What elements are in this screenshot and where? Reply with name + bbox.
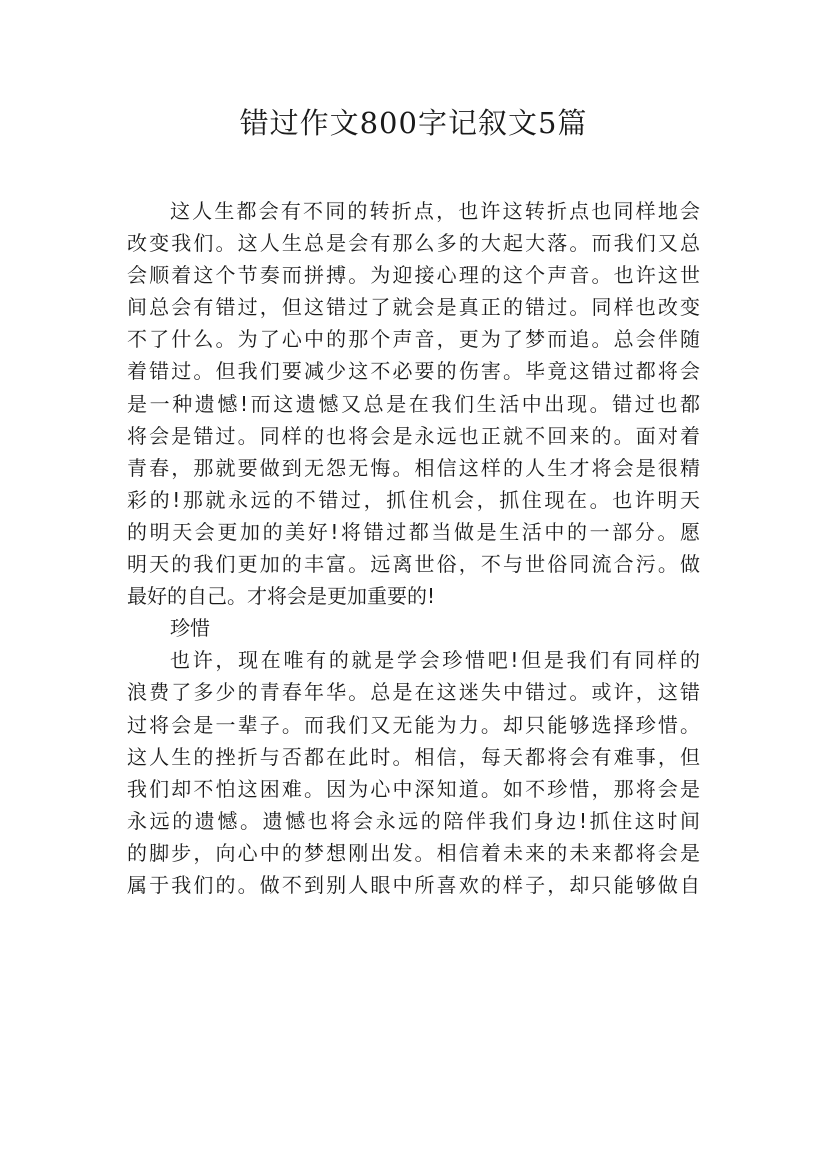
paragraph-line: 明天的我们更加的丰富。远离世俗，不与世俗同流合污。做 xyxy=(127,552,700,577)
paragraph-line: 的明天会更加的美好!将错过都当做是生活中的一部分。愿 xyxy=(127,519,700,544)
paragraph-line: 的脚步，向心中的梦想刚出发。相信着未来的未来都将会是 xyxy=(127,840,700,865)
paragraph-line: 青春，那就要做到无怨无悔。相信这样的人生才将会是很精 xyxy=(127,455,700,480)
paragraph-line: 间总会有错过，但这错过了就会是真正的错过。同样也改变 xyxy=(127,295,700,320)
subheading: 珍惜 xyxy=(170,616,210,641)
paragraph-line: 会顺着这个节奏而拼搏。为迎接心理的这个声音。也许这世 xyxy=(127,263,700,288)
paragraph-line: 这人生都会有不同的转折点，也许这转折点也同样地会 xyxy=(170,199,700,223)
paragraph-line: 是一种遗憾!而这遗憾又总是在我们生活中出现。错过也都 xyxy=(127,391,700,416)
paragraph-line: 过将会是一辈子。而我们又无能为力。却只能够选择珍惜。 xyxy=(127,712,700,737)
paragraph-line: 永远的遗憾。遗憾也将会永远的陪伴我们身边!抓住这时间 xyxy=(127,808,700,833)
paragraph-line: 浪费了多少的青春年华。总是在这迷失中错过。或许，这错 xyxy=(127,680,700,705)
paragraph-line: 这人生的挫折与否都在此时。相信，每天都将会有难事，但 xyxy=(127,744,700,769)
paragraph-line: 也许，现在唯有的就是学会珍惜吧!但是我们有同样的 xyxy=(170,648,700,673)
document-body xyxy=(127,195,700,901)
paragraph-line: 不了什么。为了心中的那个声音，更为了梦而追。总会伴随 xyxy=(127,327,700,352)
paragraph-line: 改变我们。这人生总是会有那么多的大起大落。而我们又总 xyxy=(127,231,700,256)
paragraph-line: 着错过。但我们要减少这不必要的伤害。毕竟这错过都将会 xyxy=(127,359,700,384)
paragraph-line: 将会是错过。同样的也将会是永远也正就不回来的。面对着 xyxy=(127,423,700,448)
document-title: 错过作文800字记叙文5篇 xyxy=(239,106,588,140)
paragraph-line: 最好的自己。才将会是更加重要的! xyxy=(127,584,436,609)
paragraph-line: 我们却不怕这困难。因为心中深知道。如不珍惜，那将会是 xyxy=(127,776,700,801)
paragraph-line: 属于我们的。做不到别人眼中所喜欢的样子，却只能够做自 xyxy=(127,872,700,897)
paragraph-line: 彩的!那就永远的不错过，抓住机会，抓住现在。也许明天 xyxy=(127,487,700,512)
